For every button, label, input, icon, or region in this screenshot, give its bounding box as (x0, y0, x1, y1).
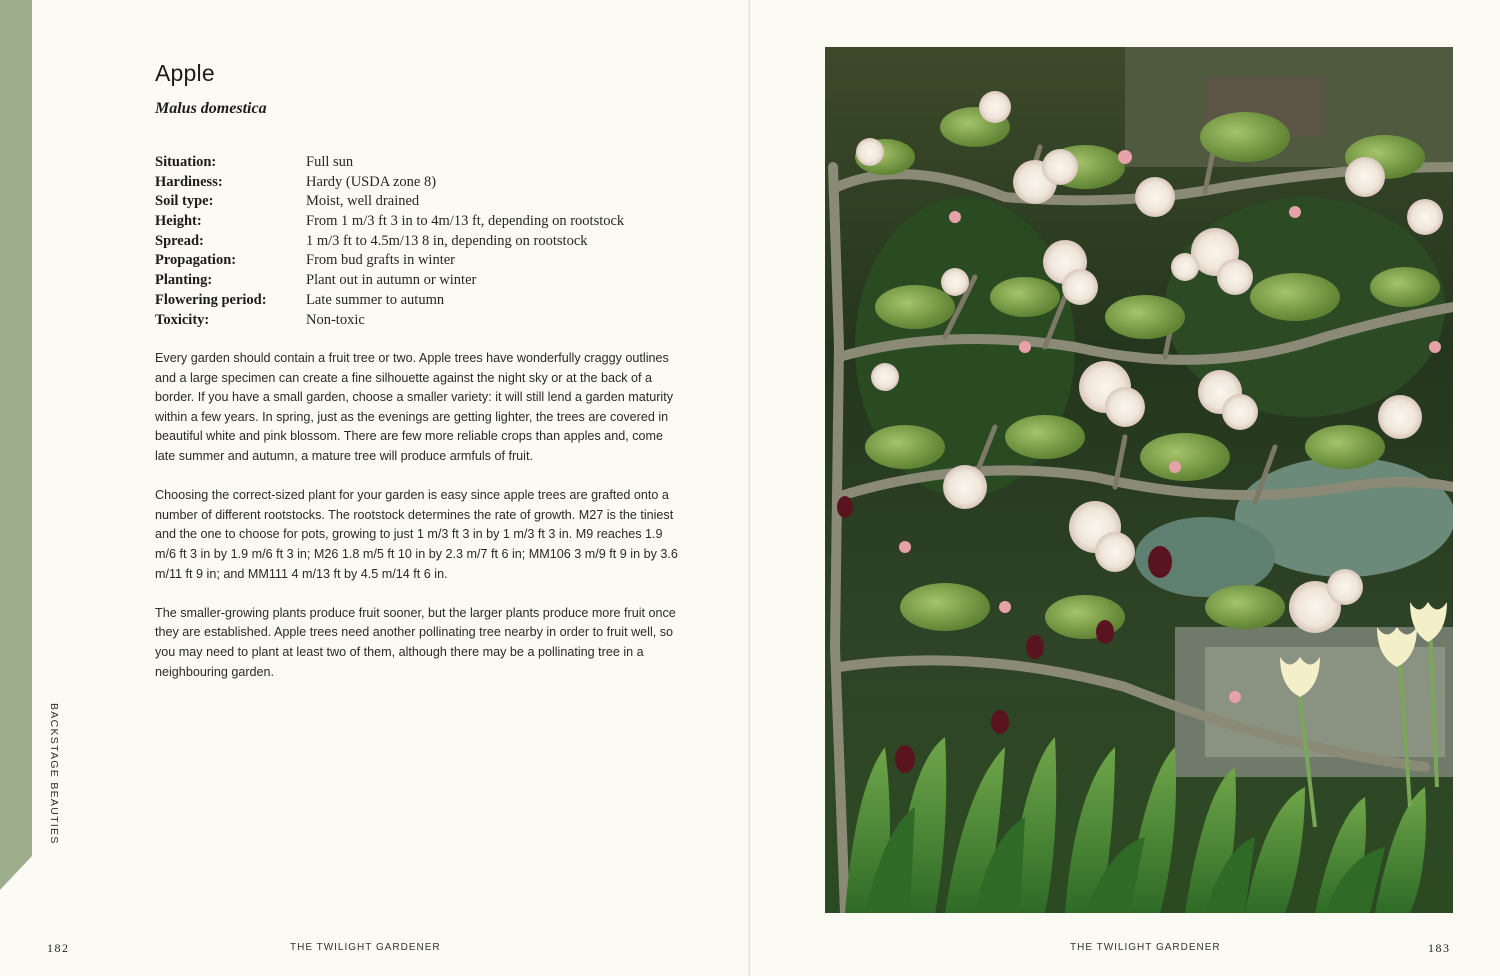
espalier-apple-blossom-photo (825, 47, 1453, 913)
fact-label: Spread: (155, 232, 204, 249)
plant-facts-table (155, 153, 715, 330)
fact-row-planting (155, 271, 715, 291)
fact-row-hardiness (155, 173, 715, 193)
running-head-left: THE TWILIGHT GARDENER (290, 942, 441, 953)
left-page (0, 0, 749, 976)
latin-name: Malus domestica (155, 100, 267, 117)
fact-label: Height: (155, 213, 202, 230)
fact-label: Hardiness: (155, 173, 223, 190)
fact-label: Soil type: (155, 193, 214, 210)
fact-value: Hardy (USDA zone 8) (306, 173, 437, 190)
fact-label: Flowering period: (155, 291, 267, 308)
body-text (155, 349, 685, 702)
fact-value: Moist, well drained (306, 193, 420, 210)
fact-value: Late summer to autumn (306, 291, 445, 308)
section-label: BACKSTAGE BEAUTIES (48, 703, 60, 845)
fact-value: 1 m/3 ft to 4.5m/13 8 in, depending on rootstock (306, 232, 588, 249)
fact-value: From 1 m/3 ft 3 in to 4m/13 ft, depending on rootstock (306, 213, 625, 230)
paragraph: The smaller-growing plants produce fruit sooner, but the larger plants produce more fruit once they are established. Apple trees need another pollinating tree nearby in order to fruit well, so you may need to plant at least two of them, although there may be a pollinating tree in a neighbouring garden. (155, 605, 676, 679)
fact-value: Plant out in autumn or winter (306, 272, 477, 289)
fact-value: Non-toxic (306, 311, 365, 328)
fact-value: From bud grafts in winter (306, 252, 456, 269)
plant-title: Apple (155, 60, 215, 86)
fact-row-propagation (155, 251, 715, 271)
fact-label: Planting: (155, 272, 213, 289)
page-number-left: 182 (47, 941, 70, 955)
paragraph: Every garden should contain a fruit tree or two. Apple trees have wonderfully craggy outlines and a large specimen can create a fine silhouette against the night sky or at the back of a border. If you have a small garden, choose a smaller variety: it will still lend a garden maturity within a few years. In spring, just as the evenings are getting lighter, the trees are covered in beautiful white and pink blossom. There are few more reliable crops than apples and, come late summer and autumn, a mature tree will produce armfuls of fruit. (155, 351, 673, 463)
fact-label: Propagation: (155, 252, 237, 269)
fact-label: Toxicity: (155, 311, 210, 328)
fact-row-height (155, 212, 715, 232)
fact-row-situation (155, 153, 715, 173)
page-number-right: 183 (1428, 941, 1451, 955)
fact-row-spread (155, 232, 715, 252)
section-tab (0, 0, 32, 890)
fact-row-soil-type (155, 192, 715, 212)
paragraph: Choosing the correct-sized plant for your garden is easy since apple trees are grafted onto a number of different rootstocks. The rootstock determines the rate of growth. M27 is the tiniest and the one to choose for pots, growing to just 1 m/3 ft 3 in by 1 m/3 ft 3 in. M9 reaches 1.9 m/6 ft 3 in by 1.9 m/6 ft 3 in; M26 1.8 m/5 ft 10 in by 2.3 m/7 ft 6 in; MM106 3 m/9 ft 9 in by 3.6 m/11 ft 9 in; and MM111 4 m/13 ft by 4.5 m/14 ft 6 in. (155, 488, 678, 581)
running-head-right: THE TWILIGHT GARDENER (1070, 942, 1221, 953)
fact-row-flowering-period (155, 291, 715, 311)
fact-label: Situation: (155, 154, 217, 170)
fact-row-toxicity (155, 311, 715, 331)
fact-value: Full sun (306, 154, 354, 170)
